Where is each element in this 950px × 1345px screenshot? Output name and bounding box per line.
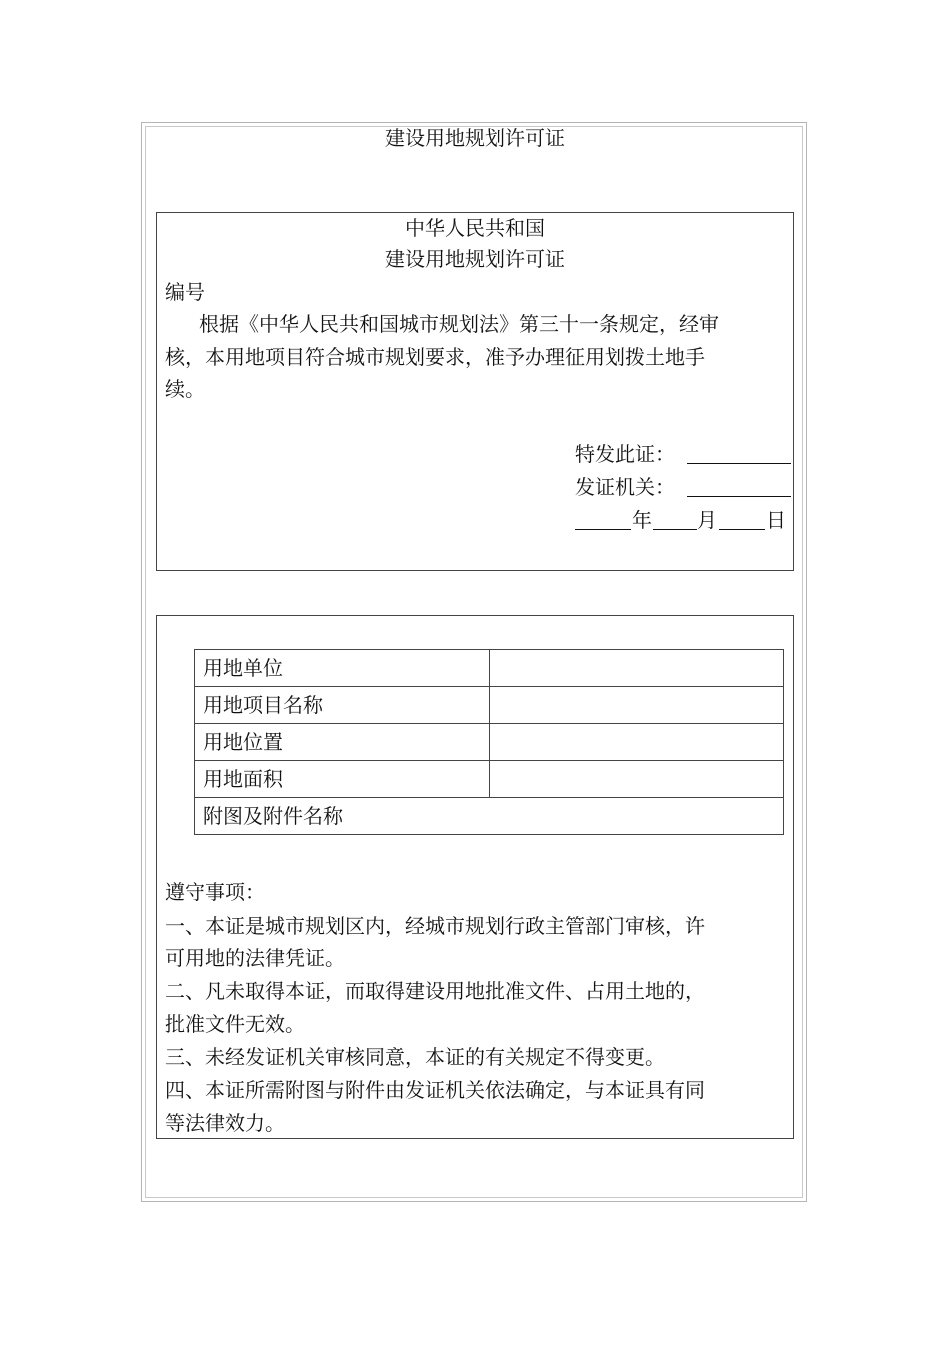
certificate-country: 中华人民共和国 [405, 216, 545, 240]
land-location-label: 用地位置 [195, 724, 490, 761]
project-name-label: 用地项目名称 [195, 687, 490, 724]
details-box [156, 615, 794, 1139]
notes-line: 批准文件无效。 [165, 1012, 305, 1036]
table-row [195, 798, 784, 835]
land-area-label: 用地面积 [195, 761, 490, 798]
authority-label: 发证机关： [575, 475, 675, 499]
table-row [195, 724, 784, 761]
issue-signature-line [687, 443, 791, 464]
notes-line: 三、未经发证机关审核同意，本证的有关规定不得变更。 [165, 1045, 665, 1069]
certificate-title: 建设用地规划许可证 [385, 247, 565, 271]
notes-line: 可用地的法律凭证。 [165, 946, 345, 970]
notes-line: 一、本证是城市规划区内，经城市规划行政主管部门审核，许 [165, 914, 705, 938]
certificate-number-label: 编号 [165, 280, 205, 304]
year-label: 年 [632, 508, 652, 532]
certificate-body-line: 根据《中华人民共和国城市规划法》第三十一条规定，经审 [199, 312, 719, 336]
land-info-table [194, 649, 784, 835]
year-blank [575, 509, 631, 530]
land-location-value[interactable] [490, 724, 784, 761]
table-row [195, 650, 784, 687]
month-label: 月 [697, 508, 717, 532]
certificate-body-line: 核，本用地项目符合城市规划要求，准予办理征用划拨土地手 [165, 345, 705, 369]
notes-line: 二、凡未取得本证，而取得建设用地批准文件、占用土地的， [165, 979, 705, 1003]
notes-line: 等法律效力。 [165, 1111, 285, 1135]
land-unit-label: 用地单位 [195, 650, 490, 687]
project-name-value[interactable] [490, 687, 784, 724]
document-title: 建设用地规划许可证 [385, 126, 565, 150]
authority-signature-line [687, 476, 791, 497]
land-unit-value[interactable] [490, 650, 784, 687]
land-area-value[interactable] [490, 761, 784, 798]
attachments-label: 附图及附件名称 [195, 798, 784, 835]
issue-label: 特发此证： [575, 442, 675, 466]
notes-line: 四、本证所需附图与附件由发证机关依法确定，与本证具有同 [165, 1078, 705, 1102]
certificate-box [156, 212, 794, 571]
day-blank [719, 509, 765, 530]
month-blank [653, 509, 697, 530]
notes-heading: 遵守事项： [165, 880, 265, 904]
certificate-body-line: 续。 [165, 377, 205, 401]
table-row [195, 761, 784, 798]
day-label: 日 [766, 508, 786, 532]
table-row [195, 687, 784, 724]
